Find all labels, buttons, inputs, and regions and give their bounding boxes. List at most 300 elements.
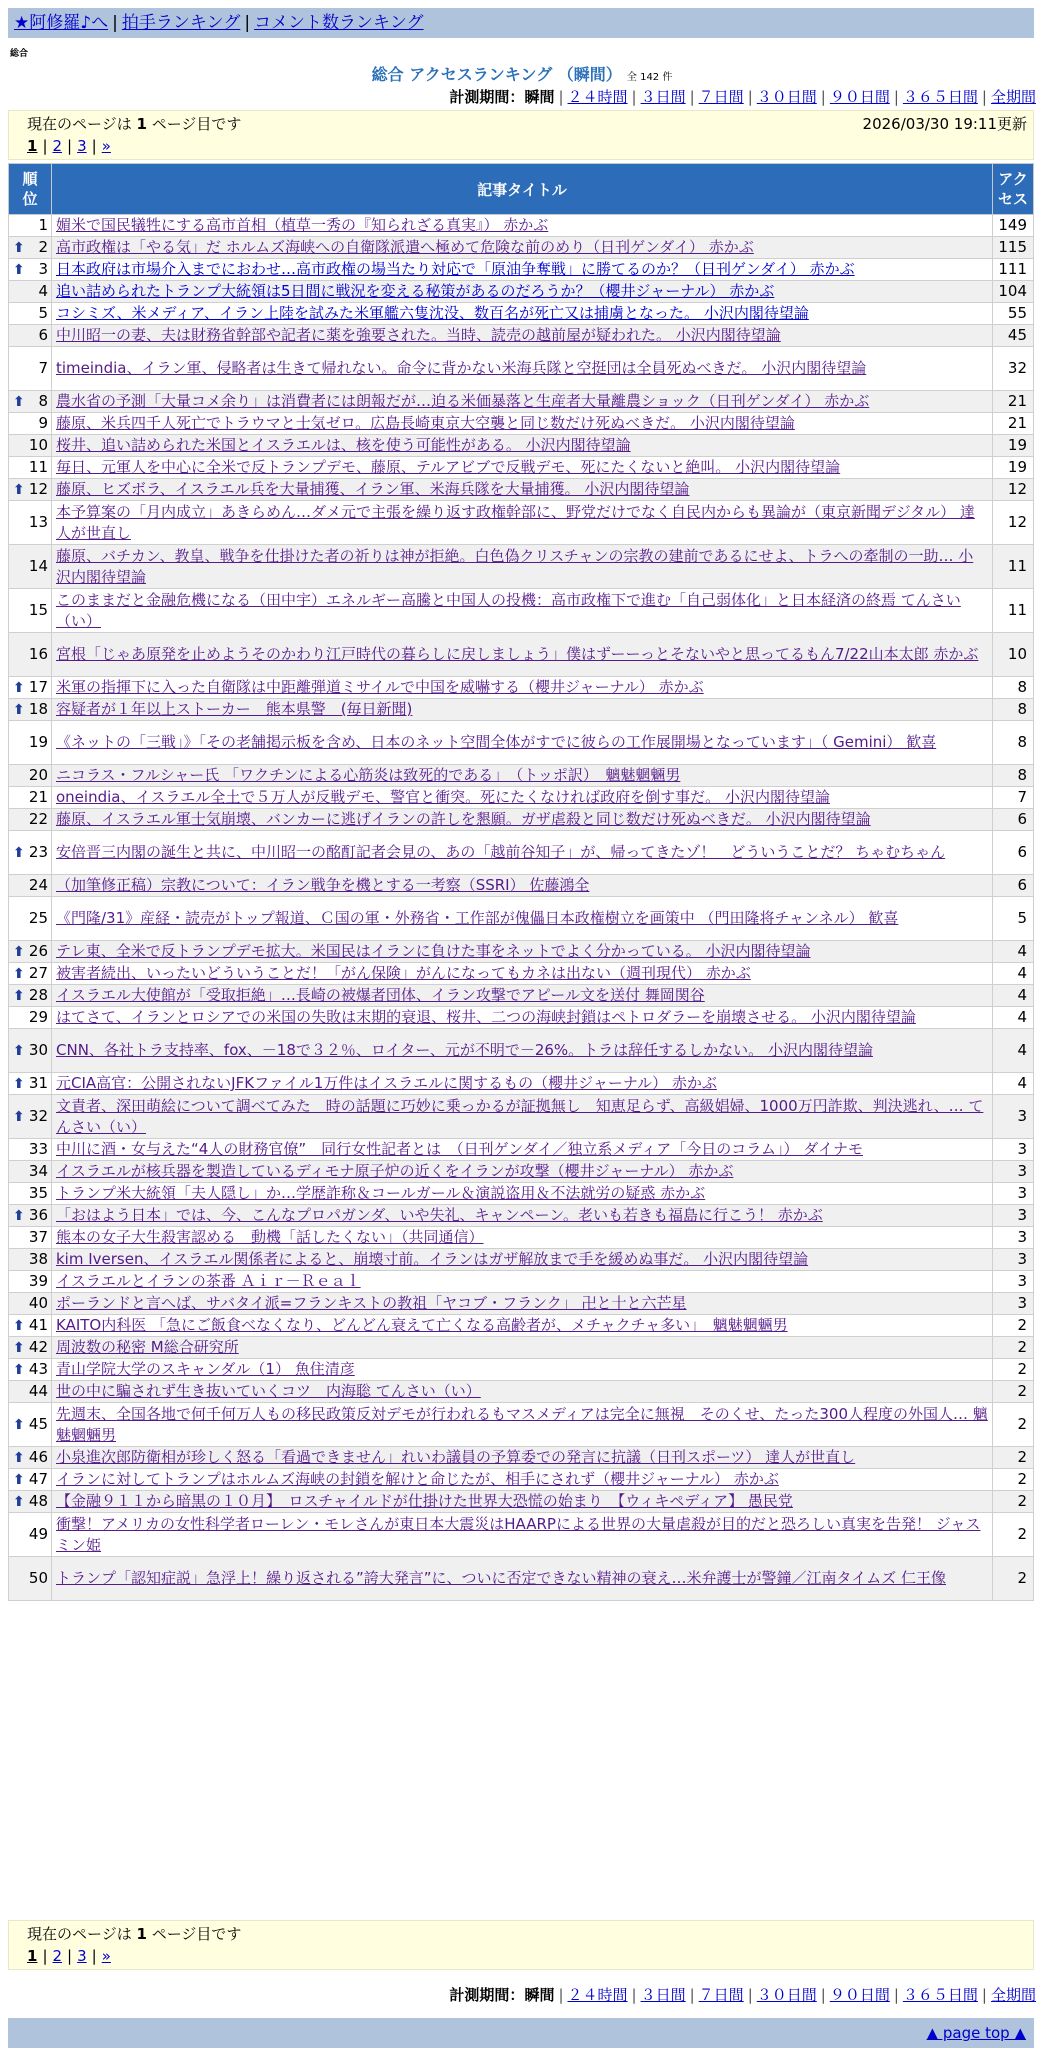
rank-cell xyxy=(9,1293,52,1315)
table-row xyxy=(9,787,1034,809)
access-count: 4 xyxy=(993,985,1034,1007)
access-count: 10 xyxy=(993,633,1034,677)
table-row xyxy=(9,545,1034,589)
period-separator: | xyxy=(689,1986,695,2004)
period-separator: | xyxy=(631,1986,637,2004)
rank-number: 41 xyxy=(28,1316,48,1334)
period-separator: | xyxy=(820,1986,826,2004)
title-cell xyxy=(52,1029,993,1073)
table-row xyxy=(9,237,1034,259)
title-cell xyxy=(52,1403,993,1447)
access-count: 2 xyxy=(993,1315,1034,1337)
rank-number: 15 xyxy=(28,601,48,619)
period-link[interactable]: ２４時間 xyxy=(567,1986,628,2004)
rank-cell xyxy=(9,1007,52,1029)
page-title xyxy=(0,62,1044,85)
rank-cell xyxy=(9,875,52,897)
rank-cell xyxy=(9,281,52,303)
rank-number: 27 xyxy=(28,964,48,982)
rank-number: 48 xyxy=(28,1492,48,1510)
table-row xyxy=(9,1447,1034,1469)
title-cell xyxy=(52,1359,993,1381)
table-row xyxy=(9,1073,1034,1095)
rank-number: 44 xyxy=(28,1382,48,1400)
period-link[interactable]: ３日間 xyxy=(640,1986,686,2004)
period-separator: | xyxy=(689,88,695,106)
rank-up-arrow-icon: ⬆ xyxy=(13,1361,25,1378)
table-row xyxy=(9,1513,1034,1557)
access-count: 32 xyxy=(993,347,1034,391)
rank-header: 順 位 xyxy=(9,164,52,215)
pager-prefix: 現在のページは xyxy=(27,1925,137,1943)
article-link[interactable]: （加筆修正稿）宗教について：イラン戦争を機とする一考察（SSRI） 佐藤鴻全 xyxy=(56,876,590,894)
article-link[interactable]: 世の中に騙されず生き抜いていくコツ 内海聡 てんさい（い） xyxy=(56,1382,481,1400)
rank-number: 45 xyxy=(28,1415,48,1433)
article-link[interactable]: 媚米で国民犠牲にする高市首相（植草一秀の『知られざる真実』） 赤かぶ xyxy=(56,216,549,234)
table-row xyxy=(9,1205,1034,1227)
period-link[interactable]: ３６５日間 xyxy=(902,1986,978,2004)
table-row xyxy=(9,1359,1034,1381)
access-count: 6 xyxy=(993,875,1034,897)
access-count: 3 xyxy=(993,1271,1034,1293)
table-row xyxy=(9,985,1034,1007)
title-cell xyxy=(52,1381,993,1403)
access-count: 2 xyxy=(993,1469,1034,1491)
title-cell xyxy=(52,1073,993,1095)
rank-number: 24 xyxy=(28,876,48,894)
table-row xyxy=(9,259,1034,281)
rank-number: 33 xyxy=(28,1140,48,1158)
rank-number: 20 xyxy=(28,766,48,784)
period-link[interactable]: 全期間 xyxy=(990,1986,1036,2004)
access-count: 8 xyxy=(993,677,1034,699)
access-count: 2 xyxy=(993,1337,1034,1359)
access-count: 12 xyxy=(993,479,1034,501)
rank-number: 4 xyxy=(38,282,48,300)
rank-cell xyxy=(9,831,52,875)
table-row xyxy=(9,1139,1034,1161)
period-link[interactable]: ９０日間 xyxy=(829,1986,890,2004)
title-cell xyxy=(52,303,993,325)
pager-info xyxy=(27,1923,1015,1945)
table-row xyxy=(9,1557,1034,1601)
period-selector-bottom xyxy=(449,1984,1036,2005)
table-row xyxy=(9,391,1034,413)
pager-prefix: 現在のページは xyxy=(27,115,137,133)
access-count: 21 xyxy=(993,391,1034,413)
rank-number: 9 xyxy=(38,414,48,432)
access-count: 4 xyxy=(993,963,1034,985)
rank-number: 34 xyxy=(28,1162,48,1180)
access-count: 8 xyxy=(993,699,1034,721)
rank-number: 3 xyxy=(38,260,48,278)
rank-number: 17 xyxy=(28,678,48,696)
access-count: 12 xyxy=(993,501,1034,545)
access-count: 7 xyxy=(993,787,1034,809)
rank-cell xyxy=(9,699,52,721)
page-link[interactable]: 2 xyxy=(52,137,63,155)
rank-number: 30 xyxy=(28,1041,48,1059)
table-row xyxy=(9,347,1034,391)
rank-number: 29 xyxy=(28,1008,48,1026)
access-count: 4 xyxy=(993,941,1034,963)
period-current: 瞬間 xyxy=(524,1986,555,2004)
title-cell xyxy=(52,435,993,457)
rank-number: 5 xyxy=(38,304,48,322)
article-link[interactable]: 宮根「じゃあ原発を止めようそのかわり江戸時代の暮らしに戻しましょう」僕はずーーっとそないやと思ってるもん7/22山本太郎 赤かぶ xyxy=(56,645,979,663)
rank-number: 42 xyxy=(28,1338,48,1356)
rank-cell xyxy=(9,479,52,501)
article-link[interactable]: トランプ「認知症説」急浮上！繰り返される”誇大発言”に、ついに否定できない精神の衰え…米弁護士が警鐘／江南タイムズ 仁王像 xyxy=(56,1569,947,1587)
period-separator: | xyxy=(631,88,637,106)
article-link[interactable]: 中川に酒・女与えた“4人の財務官僚” 同行女性記者とは （日刊ゲンダイ／独立系メディア「今日のコラム」） ダイナモ xyxy=(56,1140,864,1158)
article-link[interactable]: ポーランドと言へば、サバタイ派=フランキストの教祖「ヤコブ・フランク」 卍と十と六芒星 xyxy=(56,1294,687,1312)
rank-cell xyxy=(9,787,52,809)
title-cell xyxy=(52,1557,993,1601)
page-separator: | xyxy=(91,137,97,155)
rank-cell xyxy=(9,1447,52,1469)
title-cell xyxy=(52,347,993,391)
rank-cell xyxy=(9,985,52,1007)
table-row xyxy=(9,1315,1034,1337)
article-link[interactable]: 青山学院大学のスキャンダル（1） 魚住清彦 xyxy=(56,1360,355,1378)
access-count: 8 xyxy=(993,721,1034,765)
rank-cell xyxy=(9,237,52,259)
article-link[interactable]: 衝撃！アメリカの女性科学者ローレン・モレさんが東日本大震災はHAARPによる世界の大量虐殺が目的だと恐ろしい真実を告発！ ジャスミン姫 xyxy=(56,1514,981,1554)
title-cell xyxy=(52,897,993,941)
article-link[interactable]: イスラエルとイランの茶番 Ａｉｒ－Ｒｅａｌ xyxy=(56,1272,361,1290)
access-count: 2 xyxy=(993,1381,1034,1403)
article-link[interactable]: CNN、各社トラ支持率、fox、－18で３２％、ロイター、元が不明で－26%。トラは辞任するしかない。 小沢内閣待望論 xyxy=(56,1041,873,1059)
rank-up-arrow-icon: ⬆ xyxy=(13,679,25,696)
rank-cell xyxy=(9,1315,52,1337)
nav-separator: | xyxy=(112,13,118,33)
page-link[interactable]: » xyxy=(101,137,111,155)
article-link[interactable]: 桜井、追い詰められた米国とイスラエルは、核を使う可能性がある。 小沢内閣待望論 xyxy=(56,436,631,454)
rank-cell xyxy=(9,1381,52,1403)
table-row xyxy=(9,215,1034,237)
access-count: 4 xyxy=(993,1007,1034,1029)
access-count: 5 xyxy=(993,897,1034,941)
period-separator: | xyxy=(893,88,899,106)
article-link[interactable]: 周波数の秘密 M総合研究所 xyxy=(56,1338,239,1356)
period-link[interactable]: 全期間 xyxy=(990,88,1036,106)
comment-ranking-link[interactable]: コメント数ランキング xyxy=(254,13,424,33)
rank-number: 23 xyxy=(28,843,48,861)
article-link[interactable]: 【金融９１１から暗黒の１０月】 ロスチャイルドが仕掛けた世界大恐慌の始まり 【ウィキペディア】 愚民党 xyxy=(56,1492,793,1510)
rank-cell xyxy=(9,1469,52,1491)
pager-info xyxy=(27,113,1027,135)
rank-up-arrow-icon: ⬆ xyxy=(13,943,25,960)
article-link[interactable]: 元CIA高官：公開されないJFKファイル1万件はイスラエルに関するもの（櫻井ジャーナル） 赤かぶ xyxy=(56,1074,717,1092)
page-link[interactable]: 3 xyxy=(77,137,87,155)
rank-cell xyxy=(9,809,52,831)
page-separator: | xyxy=(67,137,73,155)
access-count: 4 xyxy=(993,1073,1034,1095)
period-separator: | xyxy=(981,88,987,106)
period-link[interactable]: ２４時間 xyxy=(567,88,628,106)
article-link[interactable]: はてさて、イランとロシアでの米国の失敗は末期的衰退、桜井、二つの海峡封鎖はペトロダラーを崩壊させる。 小沢内閣待望論 xyxy=(56,1008,916,1026)
category-tag: 総合 xyxy=(10,49,29,59)
period-current: 瞬間 xyxy=(524,88,555,106)
rank-number: 40 xyxy=(28,1294,48,1312)
table-row xyxy=(9,1007,1034,1029)
period-link[interactable]: ３０日間 xyxy=(756,1986,817,2004)
rank-number: 49 xyxy=(28,1525,48,1543)
table-row xyxy=(9,1183,1034,1205)
article-link[interactable]: 小泉進次郎防衛相が珍しく怒る「看過できません」れいわ議員の予算委での発言に抗議（日刊スポーツ） 達人が世直し xyxy=(56,1448,856,1466)
title-cell xyxy=(52,1205,993,1227)
article-link[interactable]: 本予算案の「月内成立」あきらめん…ダメ元で主張を繰り返す政権幹部に、野党だけでなく自民内からも異論が（東京新聞デジタル） 達人が世直し xyxy=(56,502,975,542)
access-count: 11 xyxy=(993,589,1034,633)
article-link[interactable]: 被害者続出、いったいどういうことだ！「がん保険」がんになってもカネは出ない（週刊現代） 赤かぶ xyxy=(56,964,751,982)
ranking-title: 総合 アクセスランキング （瞬間） xyxy=(371,65,622,84)
rank-number: 10 xyxy=(28,436,48,454)
article-link[interactable]: 追い詰められたトランプ大統領は5日間に戦況を変える秘策があるのだろうか？（櫻井ジャーナル） 赤かぶ xyxy=(56,282,775,300)
rank-number: 16 xyxy=(28,645,48,663)
title-cell xyxy=(52,1095,993,1139)
rank-cell xyxy=(9,1491,52,1513)
applause-ranking-link[interactable]: 拍手ランキング xyxy=(121,13,241,33)
article-link[interactable]: KAITO内科医 「急にご飯食べなくなり、どんどん衰えて亡くなる高齢者が、メチャクチャ多い」 魑魅魍魎男 xyxy=(56,1316,788,1334)
title-cell xyxy=(52,721,993,765)
article-link[interactable]: timeindia、イラン軍、侵略者は生きて帰れない。命令に背かない米海兵隊と空挺団は全員死ぬべきだ。 小沢内閣待望論 xyxy=(56,359,867,377)
access-count: 19 xyxy=(993,457,1034,479)
rank-up-arrow-icon: ⬆ xyxy=(13,965,25,982)
access-count: 2 xyxy=(993,1513,1034,1557)
rank-cell xyxy=(9,1073,52,1095)
article-link[interactable]: 文責者、深田萌絵について調べてみた 時の話題に巧妙に乗っかるが証拠無し 知恵足らず、高級娼婦、1000万円詐欺、判決逃れ、… てんさい（い） xyxy=(56,1096,984,1136)
period-link[interactable]: ７日間 xyxy=(698,1986,744,2004)
rank-number: 39 xyxy=(28,1272,48,1290)
rank-up-arrow-icon: ⬆ xyxy=(13,1108,25,1125)
period-separator: | xyxy=(893,1986,899,2004)
title-cell xyxy=(52,391,993,413)
title-cell xyxy=(52,457,993,479)
table-row xyxy=(9,941,1034,963)
rank-up-arrow-icon: ⬆ xyxy=(13,1042,25,1059)
table-row xyxy=(9,303,1034,325)
title-cell xyxy=(52,1139,993,1161)
article-link[interactable]: 米軍の指揮下に入った自衛隊は中距離弾道ミサイルで中国を威嚇する（櫻井ジャーナル） 赤かぶ xyxy=(56,678,704,696)
access-count: 45 xyxy=(993,325,1034,347)
page-separator: | xyxy=(67,1947,73,1965)
page-separator: | xyxy=(42,1947,48,1965)
table-row xyxy=(9,897,1034,941)
article-link[interactable]: 農水省の予測「大量コメ余り」は消費者には朗報だが…迫る米価暴落と生産者大量離農ショック（日刊ゲンダイ） 赤かぶ xyxy=(56,392,870,410)
table-row xyxy=(9,1293,1034,1315)
rank-up-arrow-icon: ⬆ xyxy=(13,1471,25,1488)
article-link[interactable]: 《門隆/31》産経・読売がトップ報道、Ｃ国の軍・外務省・工作部が傀儡日本政権樹立を画策中 （門田隆将チャンネル） 歓喜 xyxy=(56,909,899,927)
rank-cell xyxy=(9,1095,52,1139)
access-count: 3 xyxy=(993,1249,1034,1271)
table-row xyxy=(9,831,1034,875)
table-row xyxy=(9,1029,1034,1073)
title-cell xyxy=(52,875,993,897)
period-separator: | xyxy=(747,1986,753,2004)
rank-up-arrow-icon: ⬆ xyxy=(13,1339,25,1356)
article-link[interactable]: kim Iversen、イスラエル関係者によると、崩壊寸前。イランはガザ解放まで手を緩めぬ事だ。 小沢内閣待望論 xyxy=(56,1250,809,1268)
article-link[interactable]: 《ネットの「三戦」》「その老舗掲示板を含め、日本のネット空間全体がすでに彼らの工作展開場となっています」（ Gemini） 歓喜 xyxy=(56,733,937,751)
article-link[interactable]: 容疑者が１年以上ストーカー 熊本県警 (毎日新聞) xyxy=(56,700,413,718)
rank-number: 26 xyxy=(28,942,48,960)
title-cell xyxy=(52,1469,993,1491)
rank-cell xyxy=(9,391,52,413)
rank-number: 2 xyxy=(38,238,48,256)
rank-number: 47 xyxy=(28,1470,48,1488)
period-link[interactable]: ３０日間 xyxy=(756,88,817,106)
home-link[interactable]: ★阿修羅♪へ xyxy=(14,13,109,33)
article-link[interactable]: 藤原、ヒズボラ、イスラエル兵を大量捕獲、イラン軍、米海兵隊を大量捕獲。 小沢内閣待望論 xyxy=(56,480,690,498)
rank-cell xyxy=(9,677,52,699)
rank-number: 31 xyxy=(28,1074,48,1092)
table-row xyxy=(9,765,1034,787)
updated-timestamp: 2026/03/30 19:11更新 xyxy=(862,115,1027,133)
table-row xyxy=(9,1403,1034,1447)
rank-up-arrow-icon: ⬆ xyxy=(13,1449,25,1466)
pager-bottom xyxy=(8,1920,1034,1970)
title-cell xyxy=(52,325,993,347)
title-cell xyxy=(52,1293,993,1315)
table-row xyxy=(9,325,1034,347)
rank-cell xyxy=(9,765,52,787)
title-header: 記事タイトル xyxy=(52,164,993,215)
rank-cell xyxy=(9,1271,52,1293)
item-count: 全 142 件 xyxy=(626,72,673,83)
access-count: 111 xyxy=(993,259,1034,281)
article-link[interactable]: トランプ米大統領「夫人隠し」か…学歴詐称＆コールガール＆演説盗用＆不法就労の疑惑 赤かぶ xyxy=(56,1184,706,1202)
access-count: 3 xyxy=(993,1095,1034,1139)
access-count: 19 xyxy=(993,435,1034,457)
article-link[interactable]: 高市政権は「やる気」だ ホルムズ海峡への自衛隊派遣へ極めて危険な前のめり（日刊ゲンダイ） 赤かぶ xyxy=(56,238,754,256)
table-row xyxy=(9,809,1034,831)
access-count: 3 xyxy=(993,1139,1034,1161)
rank-number: 7 xyxy=(38,359,48,377)
rank-cell xyxy=(9,1337,52,1359)
rank-cell xyxy=(9,347,52,391)
table-row xyxy=(9,457,1034,479)
rank-cell xyxy=(9,303,52,325)
article-link[interactable]: イスラエル大使館が「受取拒絶」…長崎の被爆者団体、イラン攻撃でアピール文を送付 舞岡関谷 xyxy=(56,986,705,1004)
rank-up-arrow-icon: ⬆ xyxy=(13,1416,25,1433)
page-separator: | xyxy=(42,137,48,155)
article-link[interactable]: 毎日、元軍人を中心に全米で反トランプデモ、藤原、テルアビブで反戦デモ、死にたくないと絶叫。 小沢内閣待望論 xyxy=(56,458,841,476)
footer-bar xyxy=(8,2018,1034,2048)
rank-number: 11 xyxy=(28,458,48,476)
rank-number: 8 xyxy=(38,392,48,410)
page-link[interactable]: » xyxy=(101,1947,111,1965)
rank-number: 37 xyxy=(28,1228,48,1246)
rank-cell xyxy=(9,1029,52,1073)
page-links xyxy=(27,135,1015,157)
rank-number: 28 xyxy=(28,986,48,1004)
article-link[interactable]: イスラエルが核兵器を製造しているディモナ原子炉の近くをイランが攻撃（櫻井ジャーナル） 赤かぶ xyxy=(56,1162,734,1180)
article-link[interactable]: イランに対してトランプはホルムズ海峡の封鎖を解けと命じたが、相手にされず（櫻井ジャーナル） 赤かぶ xyxy=(56,1470,779,1488)
rank-up-arrow-icon: ⬆ xyxy=(13,1317,25,1334)
rank-cell xyxy=(9,1359,52,1381)
table-row xyxy=(9,1491,1034,1513)
rank-cell xyxy=(9,1403,52,1447)
access-count: 2 xyxy=(993,1447,1034,1469)
article-link[interactable]: 熊本の女子大生殺害認める 動機「話したくない」（共同通信） xyxy=(56,1228,484,1246)
article-link[interactable]: 中川昭一の妻、夫は財務省幹部や記者に薬を強要された。当時、読売の越前屋が疑われた。 小沢内閣待望論 xyxy=(56,326,781,344)
rank-cell xyxy=(9,633,52,677)
ranking-table xyxy=(8,163,1034,1601)
table-row xyxy=(9,1227,1034,1249)
title-cell xyxy=(52,1513,993,1557)
title-cell xyxy=(52,1161,993,1183)
period-label: 計測期間： xyxy=(449,88,525,106)
period-link[interactable]: ３日間 xyxy=(640,88,686,106)
article-link[interactable]: このままだと金融危機になる（田中宇）エネルギー高騰と中国人の投機：高市政権下で進む「自己弱体化」と日本経済の終焉 てんさい（い） xyxy=(56,590,961,630)
access-count: 3 xyxy=(993,1161,1034,1183)
period-link[interactable]: ７日間 xyxy=(698,88,744,106)
nav-separator: | xyxy=(244,13,251,33)
article-link[interactable]: 日本政府は市場介入までにおわせ…高市政権の場当たり対応で「原油争奪戦」に勝てるのか？（日刊ゲンダイ） 赤かぶ xyxy=(56,260,855,278)
page-separator: | xyxy=(91,1947,97,1965)
rank-cell xyxy=(9,1161,52,1183)
table-row xyxy=(9,677,1034,699)
article-link[interactable]: 先週末、全国各地で何千何万人もの移民政策反対デモが行われるもマスメディアは完全に無視 そのくせ、たった300人程度の外国人… 魑魅魍魎男 xyxy=(56,1404,988,1444)
ranking-rows xyxy=(9,215,1034,1601)
rank-cell xyxy=(9,1249,52,1271)
period-link[interactable]: ９０日間 xyxy=(829,88,890,106)
access-count: 2 xyxy=(993,1403,1034,1447)
table-header-row xyxy=(9,164,1034,215)
article-link[interactable]: 「おはよう日本」では、今、こんなプロパガンダ、いや失礼、キャンペーン。老いも若きも福島に行こう！ 赤かぶ xyxy=(56,1206,823,1224)
title-cell xyxy=(52,237,993,259)
title-cell xyxy=(52,281,993,303)
title-cell xyxy=(52,1183,993,1205)
table-row xyxy=(9,501,1034,545)
page-link[interactable]: 3 xyxy=(77,1947,87,1965)
title-cell xyxy=(52,545,993,589)
rank-number: 13 xyxy=(28,513,48,531)
article-link[interactable]: 藤原、イスラエル軍士気崩壊、バンカーに逃げイランの許しを懇願。ガザ虐殺と同じ数だけ死ぬべきだ。 小沢内閣待望論 xyxy=(56,810,871,828)
access-count: 2 xyxy=(993,1359,1034,1381)
page-current: 1 xyxy=(27,137,38,155)
page-links xyxy=(27,1945,1015,1967)
table-row xyxy=(9,1381,1034,1403)
rank-cell xyxy=(9,963,52,985)
pager-current-number: 1 xyxy=(136,1925,147,1943)
page-top-link[interactable]: ▲ page top ▲ xyxy=(926,2024,1026,2042)
article-link[interactable]: oneindia、イスラエル全土で５万人が反戦デモ、警官と衝突。死にたくなければ政府を倒す事だ。 小沢内閣待望論 xyxy=(56,788,830,806)
article-link[interactable]: 安倍晋三内閣の誕生と共に、中川昭一の酩酊記者会見の、あの「越前谷知子」が、帰ってきたゾ！ どういうことだ？ ちゃむちゃん xyxy=(56,843,946,861)
table-row xyxy=(9,721,1034,765)
article-link[interactable]: コシミズ、米メディア、イラン上陸を試みた米軍艦六隻沈没、数百名が死亡又は捕虜となった。 小沢内閣待望論 xyxy=(56,304,809,322)
article-link[interactable]: テレ東、全米で反トランプデモ拡大。米国民はイランに負けた事をネットでよく分かっている。 小沢内閣待望論 xyxy=(56,942,811,960)
page-link[interactable]: 2 xyxy=(52,1947,63,1965)
article-link[interactable]: ニコラス・フルシャー氏 「ワクチンによる心筋炎は致死的である」 （トッポ訳） 魑魅魍魎男 xyxy=(56,766,681,784)
article-link[interactable]: 藤原、米兵四千人死亡でトラウマと士気ゼロ。広島長崎東京大空襲と同じ数だけ死ぬべきだ。 小沢内閣待望論 xyxy=(56,414,795,432)
rank-cell xyxy=(9,1557,52,1601)
pager-suffix: ページ目です xyxy=(146,115,242,133)
rank-up-arrow-icon: ⬆ xyxy=(13,1493,25,1510)
article-link[interactable]: 藤原、バチカン、教皇、戦争を仕掛けた者の祈りは神が拒絶。白色偽クリスチャンの宗教の建前であるにせよ、トラへの牽制の一助… 小沢内閣待望論 xyxy=(56,546,974,586)
title-cell xyxy=(52,941,993,963)
period-link[interactable]: ３６５日間 xyxy=(902,88,978,106)
rank-up-arrow-icon: ⬆ xyxy=(13,844,25,861)
title-cell xyxy=(52,985,993,1007)
rank-up-arrow-icon: ⬆ xyxy=(13,481,25,498)
title-cell xyxy=(52,589,993,633)
title-cell xyxy=(52,1315,993,1337)
title-cell xyxy=(52,699,993,721)
rank-number: 50 xyxy=(28,1569,48,1587)
title-cell xyxy=(52,1337,993,1359)
table-row xyxy=(9,589,1034,633)
